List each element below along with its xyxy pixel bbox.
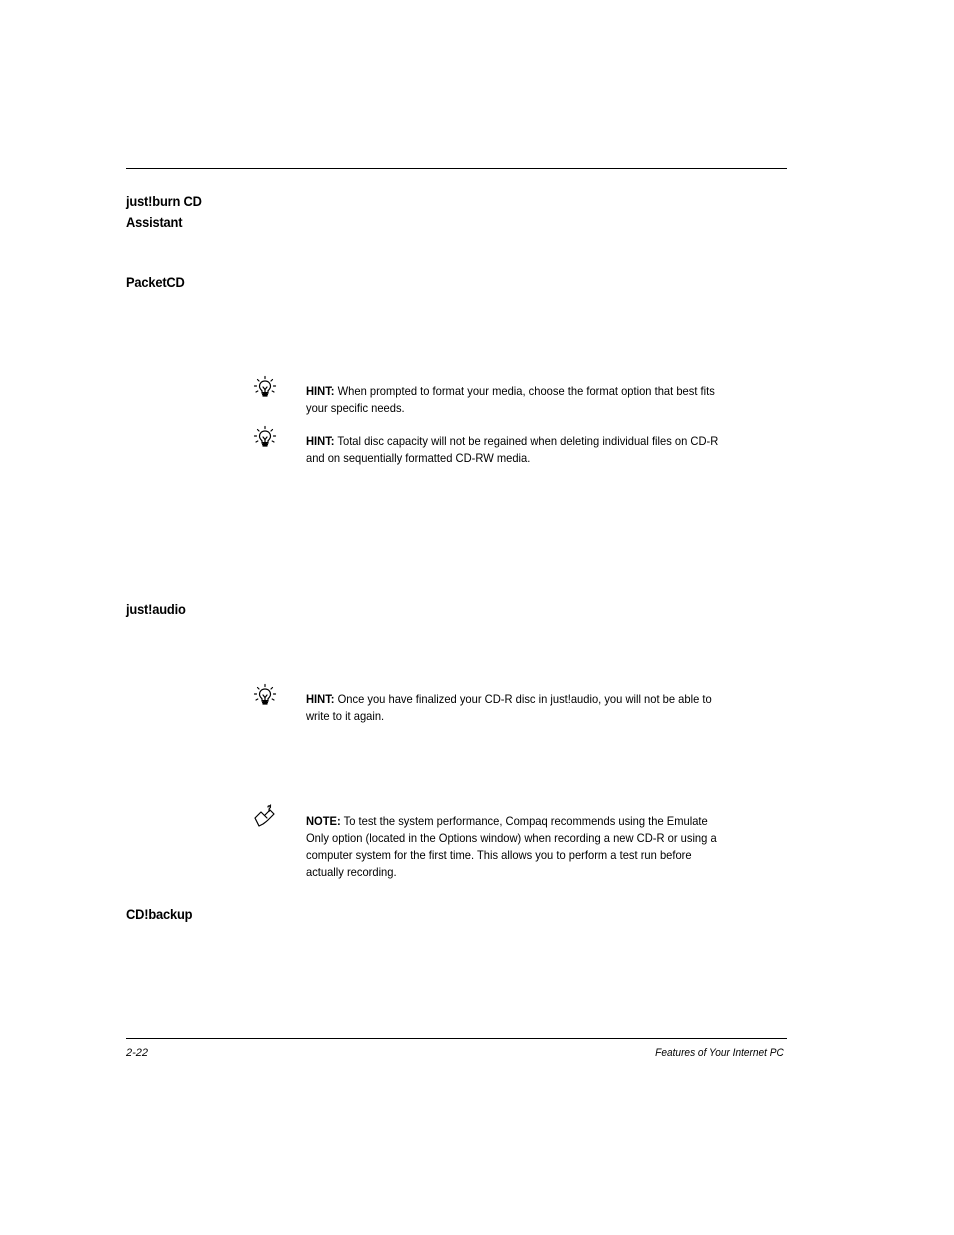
note-body: To test the system performance, Compaq recommends using the Emulate Only option (located in the Options window) when recording a new CD-R or using a computer system for the first time. This allows you to perform a test run before actually recording. [306, 814, 717, 879]
hint-body: Total disc capacity will not be regained when deleting individual files on CD-R and on sequentially formatted CD-RW media. [306, 434, 719, 465]
heading-line-2: Assistant [126, 214, 183, 230]
lightbulb-icon [252, 425, 278, 451]
hint-body: When prompted to format your media, choose the format option that best fits your specific needs. [306, 384, 715, 415]
section-heading-cdbackup: CD!backup [126, 906, 193, 922]
hint-text [306, 383, 725, 417]
hint-body: Once you have finalized your CD-R disc in just!audio, you will not be able to write to it again. [306, 692, 712, 723]
lightbulb-icon [252, 683, 278, 709]
section-heading-justaudio: just!audio [126, 601, 186, 617]
document-title: Features of Your Internet PC [655, 1047, 784, 1059]
hint-text [306, 691, 725, 725]
note-text [306, 813, 725, 881]
note-label: NOTE: [306, 814, 341, 828]
hint-label: HINT: [306, 434, 335, 448]
hint-label: HINT: [306, 384, 335, 398]
lightbulb-icon [252, 375, 278, 401]
hint-text [306, 433, 725, 467]
section-heading-packetcd: PacketCD [126, 274, 185, 290]
page-number: 2-22 [126, 1047, 149, 1059]
note-hand-icon [252, 803, 278, 829]
heading-line-1: just!burn CD [126, 193, 202, 209]
header-rule [126, 168, 787, 169]
hint-label: HINT: [306, 692, 335, 706]
section-heading-burn-assistant [126, 191, 202, 233]
footer-rule [126, 1038, 787, 1039]
